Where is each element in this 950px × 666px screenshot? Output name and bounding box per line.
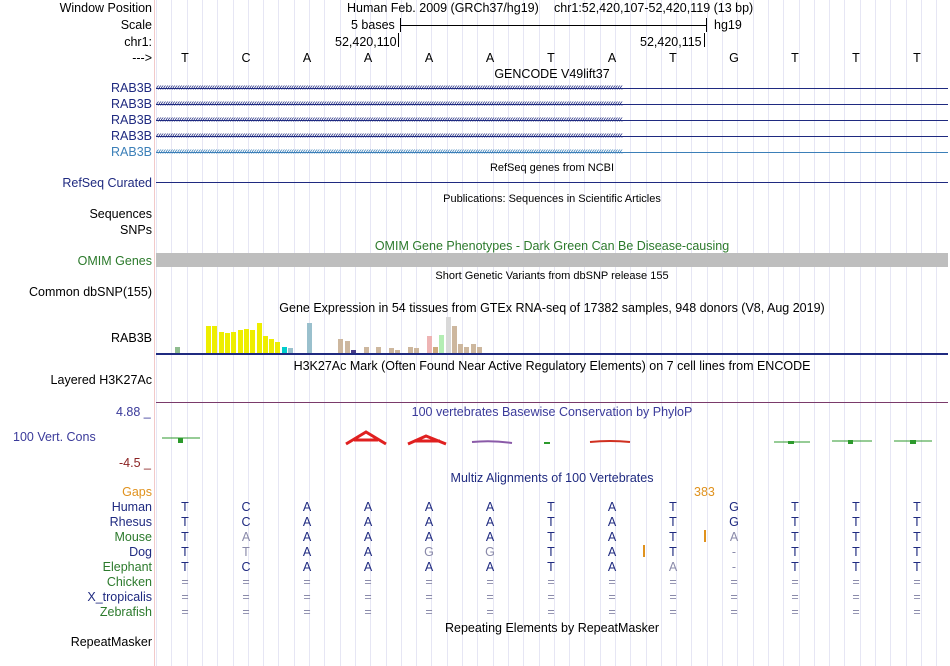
aligned-base: T xyxy=(547,545,555,559)
aligned-base: A xyxy=(729,530,739,544)
aligned-base: A xyxy=(485,500,495,514)
aligned-base: T xyxy=(669,545,677,559)
gtex-tissue-bar[interactable] xyxy=(307,323,312,353)
aligned-base: T xyxy=(791,530,799,544)
h3k27ac-label[interactable]: Layered H3K27Ac xyxy=(50,373,152,387)
gtex-tissue-bar[interactable] xyxy=(225,333,230,353)
aligned-base: = xyxy=(852,590,860,604)
aligned-base: = xyxy=(669,575,677,589)
gtex-tissue-bar[interactable] xyxy=(427,336,432,353)
scale-bar xyxy=(400,25,706,26)
gtex-tissue-bar[interactable] xyxy=(231,332,236,353)
aligned-base: T xyxy=(852,560,860,574)
aligned-base: = xyxy=(364,590,372,604)
aligned-base: C xyxy=(241,500,251,514)
refseq-label[interactable]: RefSeq Curated xyxy=(62,176,152,190)
species-label[interactable]: Mouse xyxy=(114,530,152,544)
reference-base: T xyxy=(852,51,860,65)
h3k27ac-line xyxy=(156,402,948,403)
gtex-tissue-bar[interactable] xyxy=(439,335,444,353)
aligned-base: A xyxy=(485,515,495,529)
aligned-base: A xyxy=(302,545,312,559)
aligned-base: = xyxy=(730,590,738,604)
assembly-short: hg19 xyxy=(714,18,742,32)
position-readout: chr1:52,420,107-52,420,119 (13 bp) xyxy=(554,1,754,15)
gtex-tissue-bar[interactable] xyxy=(212,326,217,353)
gtex-title: Gene Expression in 54 tissues from GTEx RNA-seq of 17382 samples, 948 donors (V8, Aug 2019) xyxy=(279,301,825,315)
aligned-base: = xyxy=(608,605,616,619)
aligned-base: = xyxy=(547,590,555,604)
aligned-base: = xyxy=(486,590,494,604)
aligned-base: - xyxy=(731,560,737,574)
aligned-base: A xyxy=(302,560,312,574)
gtex-tissue-bar[interactable] xyxy=(471,344,476,353)
reference-base: A xyxy=(424,51,434,65)
aligned-base: = xyxy=(486,605,494,619)
aligned-base: T xyxy=(791,560,799,574)
aligned-base: = xyxy=(669,605,677,619)
aligned-base: C xyxy=(241,515,251,529)
species-label[interactable]: Human xyxy=(111,500,152,514)
phylop-min: -4.5 _ xyxy=(119,456,151,470)
aligned-base: = xyxy=(425,590,433,604)
phylop-mark xyxy=(848,440,853,444)
coord-right-tick xyxy=(704,33,705,47)
aligned-base: = xyxy=(913,575,921,589)
aligned-base: A xyxy=(302,515,312,529)
aligned-base: A xyxy=(485,560,495,574)
gencode-gene-label[interactable]: RAB3B xyxy=(111,81,152,95)
aligned-base: A xyxy=(424,560,434,574)
aligned-base: T xyxy=(913,515,921,529)
aligned-base: G xyxy=(424,545,434,559)
aligned-base: = xyxy=(791,575,799,589)
aligned-base: T xyxy=(852,530,860,544)
species-label[interactable]: Rhesus xyxy=(109,515,152,529)
gencode-gene-label[interactable]: RAB3B xyxy=(111,113,152,127)
species-label[interactable]: Elephant xyxy=(102,560,152,574)
phylop-mark xyxy=(178,438,183,443)
strand-arrows: ‹‹‹‹‹‹‹‹‹‹‹‹‹‹‹‹‹‹‹‹‹‹‹‹‹‹‹‹‹‹‹‹‹‹‹‹‹‹‹‹‹‹‹‹‹‹‹‹‹‹‹‹‹‹‹‹‹‹‹‹‹‹‹‹‹‹‹‹‹‹‹‹‹‹‹‹‹‹‹‹‹‹‹‹‹‹‹‹‹‹‹‹‹‹‹‹‹‹‹‹‹‹‹‹‹‹‹‹‹‹‹‹‹‹‹‹‹‹‹‹‹‹‹‹‹‹‹‹‹‹‹‹‹‹‹‹‹‹‹‹‹‹‹‹‹‹‹‹‹‹‹‹‹‹‹‹‹‹‹‹‹‹‹‹‹‹‹‹‹‹‹‹‹‹‹‹‹‹‹‹‹‹‹‹‹‹‹‹‹‹‹‹‹‹‹‹‹‹‹‹ xyxy=(156,98,623,109)
species-label[interactable]: Dog xyxy=(129,545,152,559)
refseq-gene-line[interactable] xyxy=(156,182,948,183)
refseq-title: RefSeq genes from NCBI xyxy=(489,162,615,174)
reference-base: T xyxy=(547,51,555,65)
aligned-base: A xyxy=(363,500,373,514)
phylop-curve xyxy=(590,441,630,442)
aligned-base: = xyxy=(608,590,616,604)
aligned-base: = xyxy=(791,590,799,604)
aligned-base: T xyxy=(181,515,189,529)
aligned-base: A xyxy=(485,530,495,544)
strand-arrows: ‹‹‹‹‹‹‹‹‹‹‹‹‹‹‹‹‹‹‹‹‹‹‹‹‹‹‹‹‹‹‹‹‹‹‹‹‹‹‹‹‹‹‹‹‹‹‹‹‹‹‹‹‹‹‹‹‹‹‹‹‹‹‹‹‹‹‹‹‹‹‹‹‹‹‹‹‹‹‹‹‹‹‹‹‹‹‹‹‹‹‹‹‹‹‹‹‹‹‹‹‹‹‹‹‹‹‹‹‹‹‹‹‹‹‹‹‹‹‹‹‹‹‹‹‹‹‹‹‹‹‹‹‹‹‹‹‹‹‹‹‹‹‹‹‹‹‹‹‹‹‹‹‹‹‹‹‹‹‹‹‹‹‹‹‹‹‹‹‹‹‹‹‹‹‹‹‹‹‹‹‹‹‹‹‹‹‹‹‹‹‹‹‹‹‹‹‹‹‹‹ xyxy=(156,146,623,157)
aligned-base: A xyxy=(363,560,373,574)
aligned-base: = xyxy=(669,590,677,604)
gencode-gene-label[interactable]: RAB3B xyxy=(111,97,152,111)
snps-label[interactable]: SNPs xyxy=(120,223,152,237)
reference-base: A xyxy=(363,51,373,65)
aligned-base: T xyxy=(791,500,799,514)
coord-left-tick xyxy=(398,33,399,47)
aligned-base: G xyxy=(729,500,739,514)
phylop-curve xyxy=(472,441,512,443)
aligned-base: = xyxy=(730,605,738,619)
gap-count: 383 xyxy=(694,485,715,499)
aligned-base: = xyxy=(303,575,311,589)
aligned-base: - xyxy=(731,545,737,559)
coord-left: 52,420,110 xyxy=(335,35,397,49)
aligned-base: T xyxy=(181,500,189,514)
aligned-base: T xyxy=(547,530,555,544)
gtex-tissue-bar[interactable] xyxy=(257,323,262,353)
gencode-gene-label[interactable]: RAB3B xyxy=(111,145,152,159)
gtex-tissue-bar[interactable] xyxy=(345,341,350,353)
gencode-title: GENCODE V49lift37 xyxy=(494,67,610,81)
gtex-baseline xyxy=(156,353,948,355)
aligned-base: = xyxy=(364,605,372,619)
aligned-base: = xyxy=(486,575,494,589)
reference-base: A xyxy=(302,51,312,65)
aligned-base: G xyxy=(485,545,495,559)
gtex-tissue-bar[interactable] xyxy=(206,326,211,353)
gtex-tissue-bar[interactable] xyxy=(244,329,249,353)
species-label[interactable]: Zebrafish xyxy=(99,605,152,619)
gtex-tissue-bar[interactable] xyxy=(446,317,451,353)
gtex-tissue-bar[interactable] xyxy=(338,339,343,353)
aligned-base: = xyxy=(547,605,555,619)
gencode-gene-label[interactable]: RAB3B xyxy=(111,129,152,143)
aligned-base: = xyxy=(364,575,372,589)
aligned-base: T xyxy=(547,560,555,574)
repeatmasker-title: Repeating Elements by RepeatMasker xyxy=(444,621,660,635)
aligned-base: A xyxy=(302,530,312,544)
aligned-base: T xyxy=(242,545,250,559)
aligned-base: A xyxy=(424,515,434,529)
aligned-base: A xyxy=(424,500,434,514)
repeatmasker-label[interactable]: RepeatMasker xyxy=(70,635,152,649)
reference-base: T xyxy=(913,51,921,65)
aligned-base: = xyxy=(913,605,921,619)
aligned-base: T xyxy=(913,560,921,574)
pubs-title: Publications: Sequences in Scientific Articles xyxy=(443,193,661,205)
aligned-base: A xyxy=(607,500,617,514)
gtex-tissue-bar[interactable] xyxy=(269,339,274,353)
gap-marker xyxy=(643,545,645,557)
aligned-base: = xyxy=(852,605,860,619)
reference-base: C xyxy=(241,51,251,65)
label-divider xyxy=(154,0,155,666)
species-label[interactable]: Chicken xyxy=(106,575,152,589)
aligned-base: T xyxy=(791,515,799,529)
aligned-base: T xyxy=(852,500,860,514)
scale-label: Scale xyxy=(120,18,152,32)
gtex-tissue-bar[interactable] xyxy=(219,332,224,353)
aligned-base: T xyxy=(669,500,677,514)
aligned-base: = xyxy=(303,590,311,604)
phylop-label[interactable]: 100 Vert. Cons xyxy=(13,430,96,444)
gtex-tissue-bar[interactable] xyxy=(250,330,255,353)
aligned-base: A xyxy=(302,500,312,514)
aligned-base: A xyxy=(363,530,373,544)
aligned-base: T xyxy=(181,545,189,559)
aligned-base: = xyxy=(181,605,189,619)
aligned-base: A xyxy=(668,560,678,574)
aligned-base: T xyxy=(181,530,189,544)
gtex-tissue-bar[interactable] xyxy=(452,326,457,353)
phylop-mark xyxy=(788,441,794,444)
h3k27ac-title: H3K27Ac Mark (Often Found Near Active Regulatory Elements) on 7 cell lines from ENCODE xyxy=(293,359,811,373)
gtex-tissue-bar[interactable] xyxy=(275,342,280,353)
phylop-mark xyxy=(910,440,916,444)
aligned-base: T xyxy=(547,515,555,529)
assembly-title: Human Feb. 2009 (GRCh37/hg19) xyxy=(347,1,539,15)
scale-bar-right-tick xyxy=(706,18,707,32)
aligned-base: = xyxy=(181,575,189,589)
aligned-base: = xyxy=(608,575,616,589)
reference-base: A xyxy=(485,51,495,65)
aligned-base: T xyxy=(913,500,921,514)
aligned-base: T xyxy=(913,530,921,544)
window-position-label: Window Position xyxy=(59,1,152,15)
aligned-base: = xyxy=(425,605,433,619)
aligned-base: T xyxy=(852,515,860,529)
aligned-base: T xyxy=(852,545,860,559)
aligned-base: = xyxy=(852,575,860,589)
coord-right: 52,420,115 xyxy=(640,35,702,49)
strand-arrows: ‹‹‹‹‹‹‹‹‹‹‹‹‹‹‹‹‹‹‹‹‹‹‹‹‹‹‹‹‹‹‹‹‹‹‹‹‹‹‹‹‹‹‹‹‹‹‹‹‹‹‹‹‹‹‹‹‹‹‹‹‹‹‹‹‹‹‹‹‹‹‹‹‹‹‹‹‹‹‹‹‹‹‹‹‹‹‹‹‹‹‹‹‹‹‹‹‹‹‹‹‹‹‹‹‹‹‹‹‹‹‹‹‹‹‹‹‹‹‹‹‹‹‹‹‹‹‹‹‹‹‹‹‹‹‹‹‹‹‹‹‹‹‹‹‹‹‹‹‹‹‹‹‹‹‹‹‹‹‹‹‹‹‹‹‹‹‹‹‹‹‹‹‹‹‹‹‹‹‹‹‹‹‹‹‹‹‹‹‹‹‹‹‹‹‹‹‹‹‹‹ xyxy=(156,114,623,125)
aligned-base: = xyxy=(242,575,250,589)
species-label[interactable]: X_tropicalis xyxy=(87,590,152,604)
reference-base: T xyxy=(181,51,189,65)
aligned-base: = xyxy=(425,575,433,589)
aligned-base: A xyxy=(607,530,617,544)
reference-base: A xyxy=(607,51,617,65)
aligned-base: T xyxy=(669,515,677,529)
aligned-base: A xyxy=(363,545,373,559)
aligned-base: = xyxy=(303,605,311,619)
phylop-max: 4.88 _ xyxy=(116,405,151,419)
omim-bar[interactable] xyxy=(156,253,948,267)
aligned-base: = xyxy=(181,590,189,604)
aligned-base: T xyxy=(181,560,189,574)
aligned-base: T xyxy=(547,500,555,514)
aligned-base: A xyxy=(607,560,617,574)
aligned-base: = xyxy=(730,575,738,589)
aligned-base: A xyxy=(424,530,434,544)
aligned-base: = xyxy=(791,605,799,619)
aligned-base: A xyxy=(363,515,373,529)
dbsnp-label[interactable]: Common dbSNP(155) xyxy=(29,285,152,299)
aligned-base: T xyxy=(669,530,677,544)
gtex-tissue-bar[interactable] xyxy=(458,344,463,353)
aligned-base: T xyxy=(913,545,921,559)
sequences-label[interactable]: Sequences xyxy=(89,207,152,221)
aligned-base: = xyxy=(547,575,555,589)
gtex-label[interactable]: RAB3B xyxy=(111,331,152,345)
aligned-base: A xyxy=(607,545,617,559)
aligned-base: C xyxy=(241,560,251,574)
strand-arrows: ‹‹‹‹‹‹‹‹‹‹‹‹‹‹‹‹‹‹‹‹‹‹‹‹‹‹‹‹‹‹‹‹‹‹‹‹‹‹‹‹‹‹‹‹‹‹‹‹‹‹‹‹‹‹‹‹‹‹‹‹‹‹‹‹‹‹‹‹‹‹‹‹‹‹‹‹‹‹‹‹‹‹‹‹‹‹‹‹‹‹‹‹‹‹‹‹‹‹‹‹‹‹‹‹‹‹‹‹‹‹‹‹‹‹‹‹‹‹‹‹‹‹‹‹‹‹‹‹‹‹‹‹‹‹‹‹‹‹‹‹‹‹‹‹‹‹‹‹‹‹‹‹‹‹‹‹‹‹‹‹‹‹‹‹‹‹‹‹‹‹‹‹‹‹‹‹‹‹‹‹‹‹‹‹‹‹‹‹‹‹‹‹‹‹‹‹‹‹‹‹ xyxy=(156,82,623,93)
dbsnp-title: Short Genetic Variants from dbSNP release 155 xyxy=(435,270,669,282)
aligned-base: A xyxy=(241,530,251,544)
reference-base: G xyxy=(729,51,739,65)
reference-base: T xyxy=(669,51,677,65)
strand-label: ---> xyxy=(132,51,152,65)
gaps-label[interactable]: Gaps xyxy=(122,485,152,499)
strand-arrows: ‹‹‹‹‹‹‹‹‹‹‹‹‹‹‹‹‹‹‹‹‹‹‹‹‹‹‹‹‹‹‹‹‹‹‹‹‹‹‹‹‹‹‹‹‹‹‹‹‹‹‹‹‹‹‹‹‹‹‹‹‹‹‹‹‹‹‹‹‹‹‹‹‹‹‹‹‹‹‹‹‹‹‹‹‹‹‹‹‹‹‹‹‹‹‹‹‹‹‹‹‹‹‹‹‹‹‹‹‹‹‹‹‹‹‹‹‹‹‹‹‹‹‹‹‹‹‹‹‹‹‹‹‹‹‹‹‹‹‹‹‹‹‹‹‹‹‹‹‹‹‹‹‹‹‹‹‹‹‹‹‹‹‹‹‹‹‹‹‹‹‹‹‹‹‹‹‹‹‹‹‹‹‹‹‹‹‹‹‹‹‹‹‹‹‹‹‹‹‹‹ xyxy=(156,130,623,141)
aligned-base: G xyxy=(729,515,739,529)
phylop-title: 100 vertebrates Basewise Conservation by PhyloP xyxy=(411,405,693,419)
chrom-label: chr1: xyxy=(124,35,152,49)
multiz-title: Multiz Alignments of 100 Vertebrates xyxy=(450,471,654,485)
gtex-tissue-bar[interactable] xyxy=(238,330,243,353)
gap-marker xyxy=(704,530,706,542)
aligned-base: = xyxy=(242,590,250,604)
reference-base: T xyxy=(791,51,799,65)
omim-title: OMIM Gene Phenotypes - Dark Green Can Be Disease-causing xyxy=(374,239,730,253)
phylop-plot[interactable] xyxy=(156,428,948,448)
scale-text: 5 bases xyxy=(351,18,395,32)
aligned-base: T xyxy=(791,545,799,559)
aligned-base: = xyxy=(913,590,921,604)
phylop-peak xyxy=(346,432,386,444)
gtex-tissue-bar[interactable] xyxy=(263,336,268,353)
aligned-base: A xyxy=(607,515,617,529)
aligned-base: = xyxy=(242,605,250,619)
phylop-peak xyxy=(408,436,446,444)
omim-label[interactable]: OMIM Genes xyxy=(77,254,152,268)
